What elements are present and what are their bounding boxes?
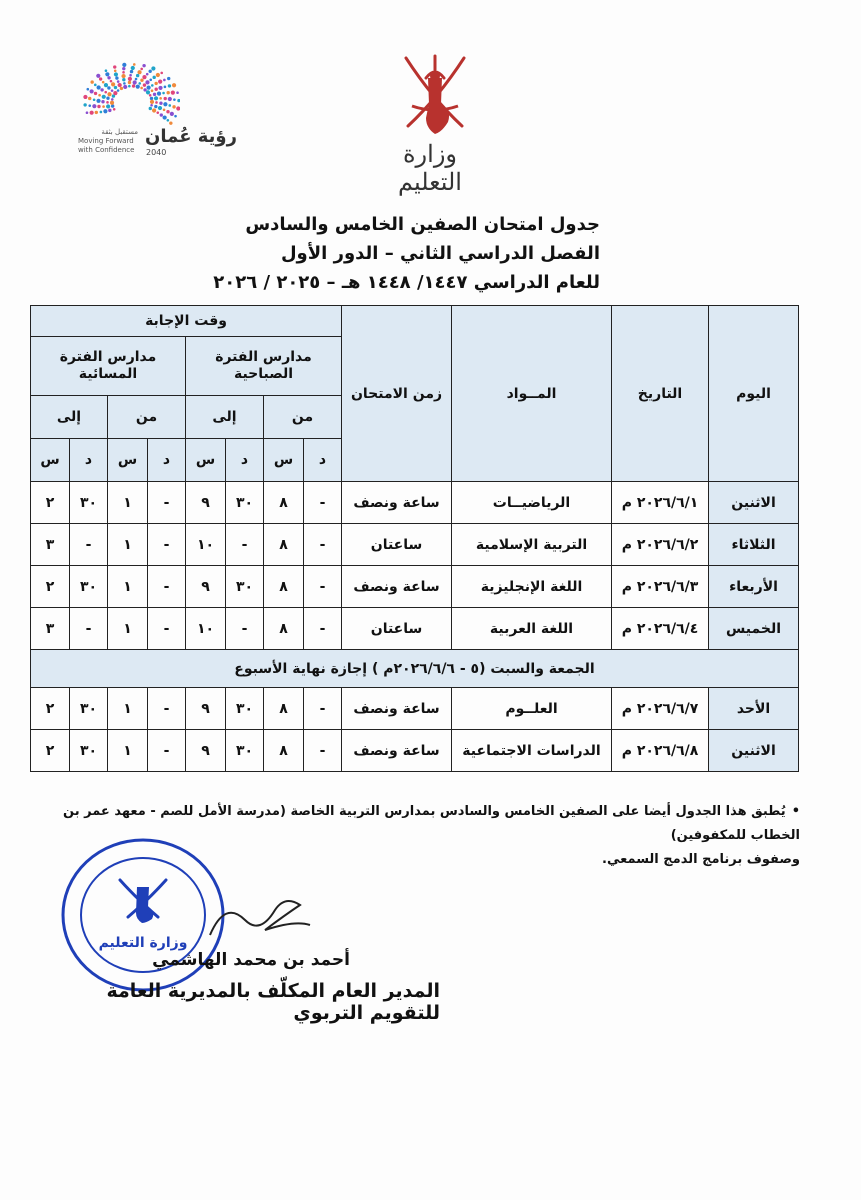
- logo-dot: [118, 83, 122, 87]
- footnote-line-1: يُطبق هذا الجدول أيضا على الصفين الخامس والسادس بمدارس التربية الخاصة (مدرسة الأمل للصم - معهد عمر بن الخطاب للمكفوفين): [63, 804, 800, 843]
- cell-morning-to-minute: ٣٠: [226, 482, 264, 524]
- header-morning: مدارس الفترة الصباحية: [186, 337, 342, 396]
- logo-dot: [86, 88, 89, 91]
- header-minute: د: [148, 439, 186, 482]
- cell-duration: ساعة ونصف: [342, 566, 452, 608]
- table-row: [31, 608, 799, 650]
- logo-dot: [149, 94, 152, 97]
- header-hour: س: [31, 439, 70, 482]
- cell-duration: ساعتان: [342, 524, 452, 566]
- cell-morning-from-minute: -: [304, 688, 342, 730]
- handwritten-signature: [205, 880, 315, 950]
- logo-dot: [106, 96, 109, 99]
- logo-dot: [154, 96, 158, 100]
- header-hour: س: [186, 439, 226, 482]
- logo-dot: [114, 69, 117, 72]
- logo-dot: [83, 103, 86, 106]
- logo-dot: [94, 92, 97, 95]
- logo-dot: [110, 80, 113, 83]
- header-morning-from: من: [264, 396, 342, 439]
- logo-dot: [90, 89, 94, 93]
- logo-dot: [176, 91, 179, 94]
- header-duration: زمن الامتحان: [342, 306, 452, 482]
- cell-morning-to-hour: ٩: [186, 730, 226, 772]
- logo-dot: [106, 101, 109, 104]
- cell-subject: اللغة العربية: [452, 608, 612, 650]
- logo-dot: [133, 63, 136, 66]
- logo-dot: [111, 82, 115, 86]
- logo-dot: [122, 63, 126, 67]
- cell-morning-to-hour: ٩: [186, 688, 226, 730]
- signer-title: المدير العام المكلّف بالمديرية العامة للتقويم التربوي: [106, 980, 440, 1024]
- logo-dot: [149, 107, 152, 110]
- logo-dot: [158, 106, 162, 110]
- logo-dot: [113, 91, 117, 95]
- logo-dot: [100, 111, 103, 114]
- header-date: التاريخ: [612, 306, 709, 482]
- logo-dot: [97, 105, 100, 108]
- cell-evening-from-minute: -: [148, 566, 186, 608]
- logo-dot: [156, 73, 160, 77]
- logo-dot: [140, 87, 143, 90]
- vision-year: 2040: [146, 148, 167, 157]
- stamp-text: وزارة التعليم: [98, 935, 188, 951]
- vision-tagline: مستقبل بثقة Moving Forward with Confidence: [78, 128, 138, 154]
- logo-dot: [152, 76, 155, 79]
- cell-morning-to-minute: -: [226, 608, 264, 650]
- logo-dot: [164, 86, 167, 89]
- logo-dot: [128, 81, 131, 84]
- logo-dot: [107, 86, 110, 89]
- weekend-holiday-row: الجمعة والسبت (٥ - ٢٠٢٦/٦/٦م ) إجازة نهاية الأسبوع: [31, 650, 799, 688]
- logo-dot: [143, 88, 146, 91]
- logo-dot: [160, 72, 163, 75]
- logo-dot: [168, 97, 172, 101]
- cell-morning-to-hour: ٩: [186, 482, 226, 524]
- table-row: [31, 524, 799, 566]
- logo-dot: [102, 95, 106, 99]
- logo-dot: [101, 100, 104, 103]
- logo-dot: [114, 72, 118, 76]
- header-hour: س: [264, 439, 304, 482]
- logo-dot: [140, 68, 143, 71]
- cell-date: ٢٠٢٦/٦/٣ م: [612, 566, 709, 608]
- logo-dot: [106, 104, 110, 108]
- logo-dot: [99, 77, 102, 80]
- logo-dot: [151, 84, 154, 87]
- logo-dot: [90, 111, 94, 115]
- logo-dot: [115, 76, 118, 79]
- logo-dot: [110, 101, 114, 105]
- logo-dot: [163, 102, 167, 106]
- logo-dot: [107, 92, 111, 96]
- cell-evening-from-hour: ١: [108, 566, 148, 608]
- logo-dot: [102, 105, 105, 108]
- logo-dot: [166, 91, 169, 94]
- logo-dot: [120, 87, 123, 90]
- cell-evening-from-hour: ١: [108, 524, 148, 566]
- logo-dot: [148, 70, 151, 73]
- logo-dot: [104, 83, 108, 87]
- logo-dot: [151, 89, 154, 92]
- cell-day: الاثنين: [709, 482, 799, 524]
- header-evening-from: من: [108, 396, 186, 439]
- logo-dot: [122, 78, 125, 81]
- cell-date: ٢٠٢٦/٦/٢ م: [612, 524, 709, 566]
- logo-dot: [138, 82, 141, 85]
- logo-dot: [88, 104, 91, 107]
- logo-dot: [151, 66, 155, 70]
- cell-subject: الرياضيــات: [452, 482, 612, 524]
- cell-day: الثلاثاء: [709, 524, 799, 566]
- logo-dot: [135, 78, 138, 81]
- logo-dot: [123, 85, 127, 89]
- cell-morning-to-hour: ١٠: [186, 608, 226, 650]
- logo-dot: [88, 97, 91, 100]
- logo-dot: [142, 75, 146, 79]
- logo-dot: [163, 108, 166, 111]
- cell-evening-to-minute: -: [70, 524, 108, 566]
- cell-duration: ساعة ونصف: [342, 482, 452, 524]
- logo-dot: [146, 73, 149, 76]
- logo-dot: [86, 111, 89, 114]
- cell-duration: ساعة ونصف: [342, 688, 452, 730]
- logo-dot: [105, 69, 108, 72]
- cell-duration: ساعة ونصف: [342, 730, 452, 772]
- logo-dot: [122, 71, 125, 74]
- table-row: [31, 688, 799, 730]
- logo-dot: [150, 100, 154, 104]
- logo-dot: [168, 84, 171, 87]
- cell-morning-from-minute: -: [304, 482, 342, 524]
- logo-dot: [108, 109, 111, 112]
- logo-dot: [97, 85, 101, 89]
- logo-dot: [176, 106, 180, 110]
- header-morning-to: إلى: [186, 396, 264, 439]
- logo-dot: [167, 77, 170, 80]
- logo-dot: [133, 80, 137, 84]
- logo-dot: [114, 86, 117, 89]
- logo-dot: [111, 98, 114, 101]
- cell-evening-to-hour: ٢: [31, 730, 70, 772]
- cell-morning-from-minute: -: [304, 524, 342, 566]
- cell-morning-from-minute: -: [304, 566, 342, 608]
- logo-dot: [113, 65, 116, 68]
- logo-dot: [159, 97, 162, 100]
- logo-dot: [162, 92, 165, 95]
- logo-dot: [163, 115, 167, 119]
- logo-dot: [149, 78, 152, 81]
- table-row: [31, 730, 799, 772]
- logo-dot: [113, 108, 116, 111]
- logo-dot: [146, 90, 150, 94]
- logo-dot: [164, 97, 167, 100]
- logo-dot: [167, 119, 170, 122]
- logo-dot: [137, 70, 141, 74]
- logo-dot: [95, 111, 98, 114]
- logo-dot: [154, 82, 157, 85]
- logo-dot: [154, 105, 157, 108]
- cell-evening-from-minute: -: [148, 730, 186, 772]
- cell-date: ٢٠٢٦/٦/٧ م: [612, 688, 709, 730]
- cell-evening-to-hour: ٢: [31, 688, 70, 730]
- logo-dot: [158, 86, 162, 90]
- logo-dot: [171, 90, 175, 94]
- cell-morning-from-hour: ٨: [264, 524, 304, 566]
- cell-evening-to-minute: ٣٠: [70, 566, 108, 608]
- logo-dot: [96, 99, 100, 103]
- logo-dot: [121, 74, 125, 78]
- cell-morning-from-hour: ٨: [264, 688, 304, 730]
- cell-morning-from-hour: ٨: [264, 566, 304, 608]
- logo-dot: [172, 105, 175, 108]
- vision-title: رؤية عُمان: [145, 126, 237, 147]
- logo-dot: [94, 84, 97, 87]
- footnote-line-2: وصفوف برنامج الدمج السمعي.: [602, 852, 800, 867]
- logo-dot: [117, 80, 120, 83]
- title-line-2: الفصل الدراسي الثاني – الدور الأول: [280, 243, 600, 264]
- header-answer-time: وقت الإجابة: [31, 306, 342, 337]
- logo-dot: [111, 104, 114, 107]
- logo-dot: [160, 113, 163, 116]
- logo-dot: [147, 85, 151, 89]
- header-minute: د: [226, 439, 264, 482]
- logo-dot: [123, 82, 126, 85]
- cell-evening-from-minute: -: [148, 608, 186, 650]
- signer-name: أحمد بن محمد الهاشمي: [152, 950, 350, 970]
- logo-dot: [152, 108, 156, 112]
- logo-dot: [145, 80, 149, 84]
- logo-dot: [129, 74, 132, 77]
- cell-evening-from-minute: -: [148, 524, 186, 566]
- cell-morning-to-minute: ٣٠: [226, 566, 264, 608]
- cell-evening-to-hour: ٢: [31, 566, 70, 608]
- logo-dot: [157, 91, 161, 95]
- cell-morning-from-hour: ٨: [264, 482, 304, 524]
- ministry-name: وزارة التعليم: [398, 140, 462, 196]
- cell-day: الخميس: [709, 608, 799, 650]
- logo-dot: [158, 80, 162, 84]
- cell-date: ٢٠٢٦/٦/٨ م: [612, 730, 709, 772]
- header-evening: مدارس الفترة المسائية: [31, 337, 186, 396]
- logo-dot: [170, 112, 174, 116]
- cell-morning-from-minute: -: [304, 608, 342, 650]
- cell-evening-from-minute: -: [148, 688, 186, 730]
- logo-dot: [150, 104, 153, 107]
- cell-evening-to-hour: ٣: [31, 608, 70, 650]
- cell-evening-from-hour: ١: [108, 730, 148, 772]
- logo-dot: [128, 85, 131, 88]
- logo-dot: [107, 76, 110, 79]
- cell-day: الأحد: [709, 688, 799, 730]
- cell-evening-to-minute: ٣٠: [70, 688, 108, 730]
- logo-dot: [142, 64, 145, 67]
- logo-dot: [173, 98, 176, 101]
- cell-subject: الدراسات الاجتماعية: [452, 730, 612, 772]
- logo-dot: [172, 83, 176, 87]
- cell-subject: التربية الإسلامية: [452, 524, 612, 566]
- cell-subject: اللغة الإنجليزية: [452, 566, 612, 608]
- cell-evening-to-minute: ٣٠: [70, 730, 108, 772]
- logo-dot: [132, 84, 135, 87]
- logo-dot: [168, 104, 171, 107]
- cell-date: ٢٠٢٦/٦/١ م: [612, 482, 709, 524]
- logo-dot: [177, 99, 180, 102]
- logo-dot: [104, 91, 107, 94]
- cell-morning-from-hour: ٨: [264, 608, 304, 650]
- cell-morning-to-minute: ٣٠: [226, 688, 264, 730]
- cell-morning-to-minute: -: [226, 524, 264, 566]
- cell-subject: العلــوم: [452, 688, 612, 730]
- cell-evening-to-hour: ٣: [31, 524, 70, 566]
- title-line-3: للعام الدراسي ١٤٤٧/ ١٤٤٨ هـ – ٢٠٢٥ / ٢٠٢٦: [213, 272, 600, 293]
- cell-duration: ساعتان: [342, 608, 452, 650]
- logo-dot: [92, 104, 96, 108]
- logo-dot: [131, 66, 135, 70]
- logo-dot: [159, 102, 162, 105]
- logo-dot: [130, 70, 133, 73]
- logo-dot: [155, 101, 158, 104]
- official-stamp-icon: [58, 835, 228, 995]
- logo-dot: [174, 115, 177, 118]
- logo-dot: [96, 74, 100, 78]
- header-evening-to: إلى: [31, 396, 108, 439]
- header-minute: د: [70, 439, 108, 482]
- cell-day: الأربعاء: [709, 566, 799, 608]
- logo-dot: [169, 121, 172, 124]
- exam-schedule-table: [30, 305, 799, 772]
- cell-evening-to-minute: -: [70, 608, 108, 650]
- logo-dot: [128, 77, 132, 81]
- logo-dot: [111, 89, 114, 92]
- logo-dot: [140, 79, 143, 82]
- logo-dot: [136, 74, 139, 77]
- table-row: [31, 482, 799, 524]
- logo-dot: [153, 93, 156, 96]
- logo-dot: [103, 109, 107, 113]
- logo-dot: [143, 83, 146, 86]
- logo-dot: [93, 98, 96, 101]
- header-subject: المــواد: [452, 306, 612, 482]
- logo-dot: [90, 80, 93, 83]
- oman-emblem-icon: [392, 48, 478, 140]
- cell-evening-to-hour: ٢: [31, 482, 70, 524]
- cell-evening-from-hour: ١: [108, 608, 148, 650]
- logo-dot: [100, 88, 103, 91]
- header-day: اليوم: [709, 306, 799, 482]
- logo-dot: [150, 97, 153, 100]
- logo-dot: [122, 67, 125, 70]
- logo-dot: [102, 81, 105, 84]
- logo-dot: [155, 88, 158, 91]
- cell-evening-from-minute: -: [148, 482, 186, 524]
- title-line-1: جدول امتحان الصفين الخامس والسادس: [245, 214, 600, 235]
- logo-dot: [136, 85, 140, 89]
- cell-day: الاثنين: [709, 730, 799, 772]
- header-hour: س: [108, 439, 148, 482]
- cell-morning-to-hour: ٩: [186, 566, 226, 608]
- cell-evening-from-hour: ١: [108, 688, 148, 730]
- logo-dot: [105, 72, 109, 76]
- cell-morning-to-minute: ٣٠: [226, 730, 264, 772]
- cell-evening-from-hour: ١: [108, 482, 148, 524]
- logo-dot: [98, 94, 101, 97]
- bullet-icon: •: [791, 804, 800, 819]
- logo-dot: [163, 79, 166, 82]
- logo-dot: [117, 89, 120, 92]
- cell-date: ٢٠٢٦/٦/٤ م: [612, 608, 709, 650]
- cell-evening-to-minute: ٣٠: [70, 482, 108, 524]
- cell-morning-from-minute: -: [304, 730, 342, 772]
- cell-morning-to-hour: ١٠: [186, 524, 226, 566]
- logo-dot: [83, 95, 87, 99]
- table-row: [31, 566, 799, 608]
- logo-dot: [166, 110, 169, 113]
- header-minute: د: [304, 439, 342, 482]
- logo-dot: [156, 111, 159, 114]
- cell-morning-from-hour: ٨: [264, 730, 304, 772]
